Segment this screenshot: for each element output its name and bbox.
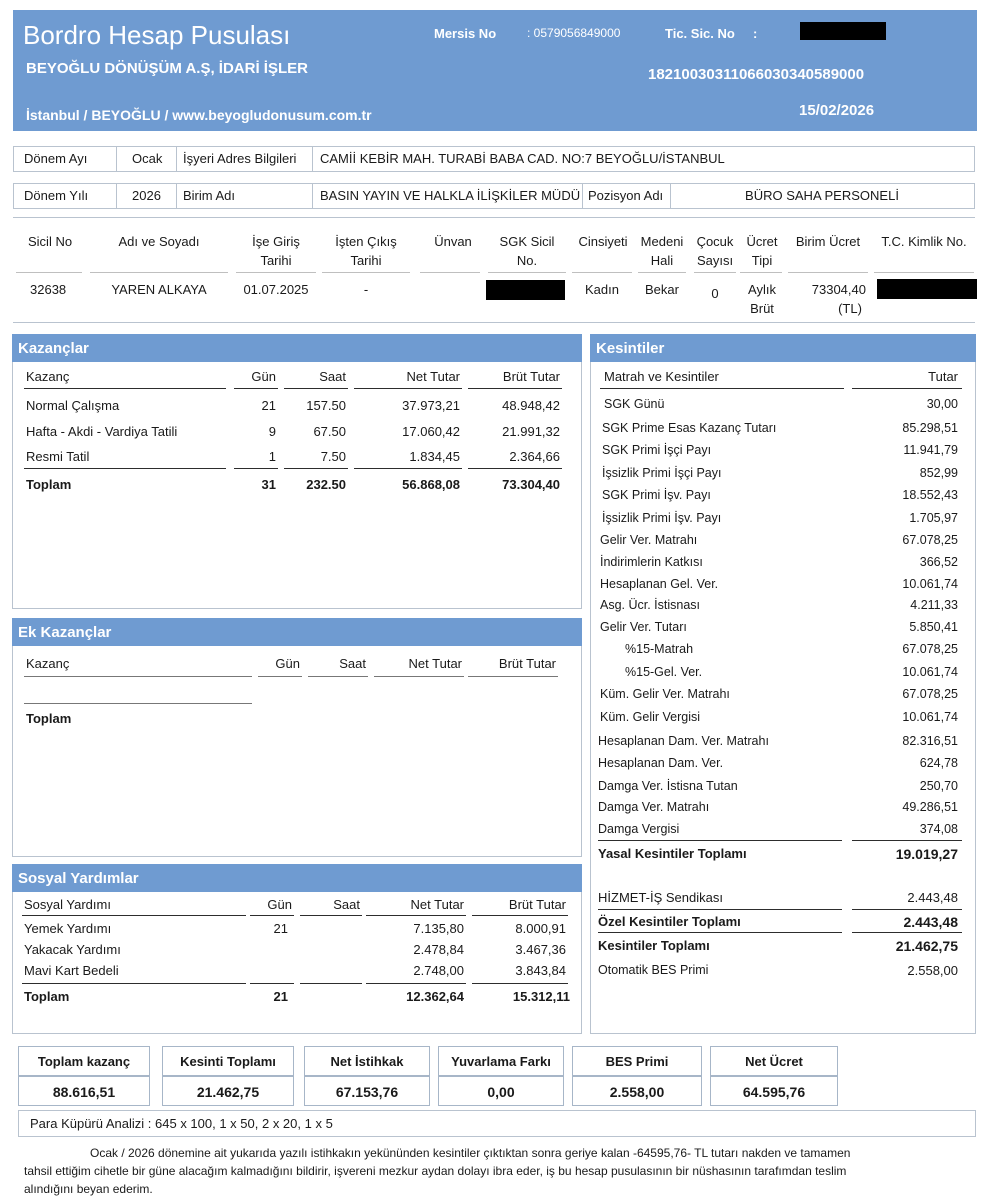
col-sgk-2: No.: [516, 253, 538, 268]
sendika-label: HİZMET-İŞ Sendikası: [598, 890, 723, 905]
sos-row-brut: 3.467,36: [515, 942, 566, 957]
emp-cocuk: 0: [711, 286, 719, 301]
kes-row-value: 374,08: [919, 822, 958, 836]
col-cikis-2: Tarihi: [350, 253, 382, 268]
emp-ucret-tipi-1: Aylık: [748, 282, 776, 297]
summary-value-net-ucret: 64.595,76: [710, 1076, 838, 1106]
kaz-row-gun: 21: [261, 398, 276, 413]
sos-col-net: Net Tutar: [410, 897, 464, 912]
col-medeni-2: Hali: [650, 253, 674, 268]
kes-row-name: Damga Ver. Matrahı: [598, 800, 710, 814]
header-banner: [13, 10, 977, 131]
sos-col-name: Sosyal Yardımı: [24, 897, 111, 912]
birim-value: BASIN YAYIN VE HALKLA İLİŞKİLER MÜDÜ: [320, 188, 580, 203]
kes-row-value: 852,99: [919, 466, 958, 480]
emp-sicil: 32638: [30, 282, 67, 297]
col-giris-1: İşe Giriş: [252, 234, 300, 249]
footer-line-2: tahsil ettiğim cihetle bir güne alacağım kalmadığını bildirir, işvereni mezkur aydan dolayı ibra eder, iş bu hesap pusulasının bir nüshasının tarafımdan teslim: [24, 1164, 847, 1178]
document-title: Bordro Hesap Pusulası: [23, 20, 291, 50]
mersis-label: Mersis No: [434, 26, 497, 41]
ek-kazanclar-panel: [12, 618, 582, 857]
kaz-col-brut: Brüt Tutar: [502, 369, 560, 384]
col-medeni-1: Medeni: [640, 234, 684, 249]
summary-label-yuvarlama: Yuvarlama Farkı: [438, 1046, 564, 1076]
company-location: İstanbul / BEYOĞLU / www.beyogludonusum.com.tr: [26, 107, 372, 123]
kes-col-tutar: Tutar: [928, 369, 958, 384]
sos-col-saat: Saat: [333, 897, 360, 912]
yasal-kesintiler-value: 19.019,27: [895, 846, 958, 862]
sos-row-net: 7.135,80: [413, 921, 464, 936]
para-kupuru-text: Para Küpürü Analizi : 645 x 100, 1 x 50, 2 x 20, 1 x 5: [30, 1116, 333, 1131]
kes-row-name: Küm. Gelir Ver. Matrahı: [600, 687, 730, 701]
col-cocuk-1: Çocuk: [696, 234, 734, 249]
sos-total-label: Toplam: [24, 989, 70, 1004]
col-cikis-1: İşten Çıkış: [335, 234, 397, 249]
bes-label: Otomatik BES Primi: [598, 963, 709, 977]
kaz-row-brut: 48.948,42: [502, 398, 560, 413]
kes-row-name: %15-Gel. Ver.: [625, 665, 703, 679]
kaz-row-net: 37.973,21: [402, 398, 460, 413]
donem-yili-label: Dönem Yılı: [24, 188, 89, 203]
kes-row-value: 10.061,74: [902, 577, 958, 591]
kaz-total-gun: 31: [261, 477, 276, 492]
kes-row-name: Damga Vergisi: [598, 822, 680, 836]
bes-value: 2.558,00: [907, 963, 958, 978]
col-ucret-2: Tipi: [751, 253, 773, 268]
col-tc: T.C. Kimlik No.: [881, 234, 967, 249]
summary-label-toplam-kazanc: Toplam kazanç: [18, 1046, 150, 1076]
kaz-row-name: Resmi Tatil: [26, 449, 90, 464]
kesintiler-toplam-label: Kesintiler Toplamı: [598, 938, 710, 953]
document-date: 15/02/2026: [799, 102, 875, 119]
summary-value-net-istihkak: 67.153,76: [304, 1076, 430, 1106]
summary-value-yuvarlama: 0,00: [438, 1076, 564, 1106]
col-ucret-1: Ücret: [746, 234, 778, 249]
summary-label-kesinti-toplami: Kesinti Toplamı: [162, 1046, 294, 1076]
kes-row-value: 1.705,97: [909, 511, 958, 525]
ek-total-label: Toplam: [26, 711, 72, 726]
kes-row-value: 10.061,74: [902, 665, 958, 679]
adres-value: CAMİİ KEBİR MAH. TURABİ BABA CAD. NO:7 BEYOĞLU/İSTANBUL: [320, 151, 725, 166]
col-sgk-1: SGK Sicil: [499, 234, 555, 249]
kaz-row-saat: 157.50: [306, 398, 346, 413]
kes-row-name: Hesaplanan Gel. Ver.: [600, 577, 719, 591]
tic-sic-label: Tic. Sic. No: [665, 26, 735, 41]
kaz-total-saat: 232.50: [306, 477, 346, 492]
ozel-kesintiler-value: 2.443,48: [903, 914, 958, 930]
sendika-value: 2.443,48: [907, 890, 958, 905]
kes-row-name: SGK Günü: [604, 397, 665, 411]
ek-col-saat: Saat: [339, 656, 366, 671]
donem-ayi-value: Ocak: [132, 151, 163, 166]
ek-col-gun: Gün: [275, 656, 300, 671]
kaz-total-label: Toplam: [26, 477, 72, 492]
col-unvan: Ünvan: [434, 234, 472, 249]
emp-cikis: -: [363, 282, 369, 297]
sos-row-brut: 3.843,84: [515, 963, 566, 978]
ek-col-brut: Brüt Tutar: [498, 656, 556, 671]
adres-label: İşyeri Adres Bilgileri: [183, 151, 297, 166]
kes-row-value: 250,70: [919, 779, 958, 793]
tic-sic-colon: :: [753, 26, 758, 41]
kaz-row-brut: 2.364,66: [509, 449, 560, 464]
mersis-value: : 0579056849000: [527, 26, 621, 40]
kaz-col-net: Net Tutar: [406, 369, 460, 384]
sos-row-name: Yakacak Yardımı: [24, 942, 121, 957]
kes-row-name: Hesaplanan Dam. Ver. Matrahı: [598, 734, 769, 748]
kes-row-value: 18.552,43: [902, 488, 958, 502]
kes-row-name: Küm. Gelir Vergisi: [600, 710, 701, 724]
summary-value-kesinti-toplami: 21.462,75: [162, 1076, 294, 1106]
kaz-row-name: Normal Çalışma: [26, 398, 120, 413]
sos-row-gun: 21: [273, 921, 288, 936]
col-birim-ucret: Birim Ücret: [795, 234, 861, 249]
emp-birim-ucret: 73304,40: [811, 282, 866, 297]
sos-row-name: Mavi Kart Bedeli: [24, 963, 119, 978]
kaz-row-name: Hafta - Akdi - Vardiya Tatili: [26, 424, 178, 439]
kaz-col-gun: Gün: [251, 369, 276, 384]
kes-row-value: 85.298,51: [902, 421, 958, 435]
ek-kazanclar-title: Ek Kazançlar: [12, 618, 582, 646]
kes-row-name: Damga Ver. İstisna Tutan: [598, 779, 738, 793]
kes-row-value: 67.078,25: [902, 533, 958, 547]
kaz-row-gun: 1: [268, 449, 276, 464]
kazanclar-title: Kazançlar: [12, 334, 582, 362]
ek-col-kazanc: Kazanç: [26, 656, 70, 671]
sos-total-net: 12.362,64: [406, 989, 464, 1004]
kaz-row-gun: 9: [268, 424, 276, 439]
kes-row-value: 624,78: [919, 756, 958, 770]
sosyal-title: Sosyal Yardımlar: [12, 864, 582, 892]
kes-row-name: Gelir Ver. Matrahı: [600, 533, 698, 547]
kes-row-value: 11.941,79: [903, 443, 958, 457]
kes-row-value: 366,52: [919, 555, 958, 569]
kaz-col-saat: Saat: [319, 369, 346, 384]
sos-row-net: 2.748,00: [413, 963, 464, 978]
kaz-row-saat: 7.50: [320, 449, 346, 464]
sos-col-gun: Gün: [267, 897, 292, 912]
kes-row-name: İşsizlik Primi İşv. Payı: [602, 511, 722, 525]
col-cinsiyet: Cinsiyeti: [578, 234, 628, 249]
emp-birim-ucret-unit: (TL): [838, 301, 862, 316]
pozisyon-label: Pozisyon Adı: [588, 188, 664, 203]
kaz-row-brut: 21.991,32: [502, 424, 560, 439]
kes-row-value: 10.061,74: [902, 710, 958, 724]
summary-value-toplam-kazanc: 88.616,51: [18, 1076, 150, 1106]
kesintiler-title: Kesintiler: [590, 334, 976, 362]
company-name: BEYOĞLU DÖNÜŞÜM A.Ş, İDARİ İŞLER: [26, 60, 308, 77]
yasal-kesintiler-label: Yasal Kesintiler Toplamı: [598, 846, 747, 861]
kaz-row-net: 17.060,42: [402, 424, 460, 439]
kes-row-name: SGK Primi İşçi Payı: [602, 443, 712, 457]
footer-line-1: Ocak / 2026 dönemine ait yukarıda yazılı istihkakın yekününden kesintiler çıktıktan sonra geriye kalan -64595,76- TL tutarı nakden ve tamamen: [90, 1146, 851, 1160]
kes-col-name: Matrah ve Kesintiler: [604, 369, 719, 384]
kes-row-name: %15-Matrah: [625, 642, 694, 656]
summary-value-bes: 2.558,00: [572, 1076, 702, 1106]
footer-line-3: alındığını beyan ederim.: [24, 1182, 153, 1196]
redacted-tic-sic: [800, 22, 886, 40]
sos-row-brut: 8.000,91: [515, 921, 566, 936]
kaz-row-net: 1.834,45: [409, 449, 460, 464]
kes-row-value: 67.078,25: [902, 687, 958, 701]
ozel-kesintiler-label: Özel Kesintiler Toplamı: [598, 914, 741, 929]
kes-row-value: 67.078,25: [902, 642, 958, 656]
kes-row-name: Asg. Ücr. İstisnası: [600, 598, 701, 612]
col-giris-2: Tarihi: [260, 253, 292, 268]
sos-row-net: 2.478,84: [413, 942, 464, 957]
ek-col-net: Net Tutar: [408, 656, 462, 671]
kaz-row-saat: 67.50: [313, 424, 346, 439]
emp-cinsiyet: Kadın: [585, 282, 619, 297]
kaz-total-brut: 73.304,40: [502, 477, 560, 492]
sos-col-brut: Brüt Tutar: [508, 897, 566, 912]
sos-row-name: Yemek Yardımı: [24, 921, 112, 936]
sos-total-gun: 21: [273, 989, 288, 1004]
col-ad: Adı ve Soyadı: [118, 234, 200, 249]
emp-medeni: Bekar: [645, 282, 679, 297]
summary-label-net-ucret: Net Ücret: [710, 1046, 838, 1076]
kes-row-name: SGK Prime Esas Kazanç Tutarı: [602, 421, 777, 435]
kes-row-value: 49.286,51: [902, 800, 958, 814]
col-sicil: Sicil No: [28, 234, 73, 249]
kes-row-value: 82.316,51: [902, 734, 958, 748]
col-cocuk-2: Sayısı: [696, 253, 734, 268]
birim-label: Birim Adı: [183, 188, 236, 203]
kes-row-name: Gelir Ver. Tutarı: [600, 620, 687, 634]
kes-row-value: 4.211,33: [910, 598, 958, 612]
kes-row-name: İşsizlik Primi İşçi Payı: [602, 466, 722, 480]
donem-ayi-label: Dönem Ayı: [24, 151, 88, 166]
donem-yili-value: 2026: [132, 188, 161, 203]
summary-label-bes: BES Primi: [572, 1046, 702, 1076]
kes-row-value: 5.850,41: [909, 620, 958, 634]
emp-ucret-tipi-2: Brüt: [750, 301, 774, 316]
emp-giris: 01.07.2025: [243, 282, 309, 297]
kaz-total-net: 56.868,08: [402, 477, 460, 492]
reference-number: 18210030311066030340589000: [648, 66, 865, 83]
kes-row-value: 30,00: [926, 397, 958, 411]
pozisyon-value: BÜRO SAHA PERSONELİ: [745, 188, 899, 203]
redacted-tc-no: [877, 279, 977, 299]
kes-row-name: Hesaplanan Dam. Ver.: [598, 756, 724, 770]
kes-row-name: SGK Primi İşv. Payı: [602, 488, 711, 502]
kes-row-name: İndirimlerin Katkısı: [600, 555, 703, 569]
kesintiler-toplam-value: 21.462,75: [895, 938, 958, 954]
kaz-col-kazanc: Kazanç: [26, 369, 70, 384]
sos-total-brut: 15.312,11: [512, 989, 570, 1004]
redacted-sgk-no: [486, 280, 565, 300]
emp-name: YAREN ALKAYA: [111, 282, 207, 297]
summary-label-net-istihkak: Net İstihkak: [304, 1046, 430, 1076]
